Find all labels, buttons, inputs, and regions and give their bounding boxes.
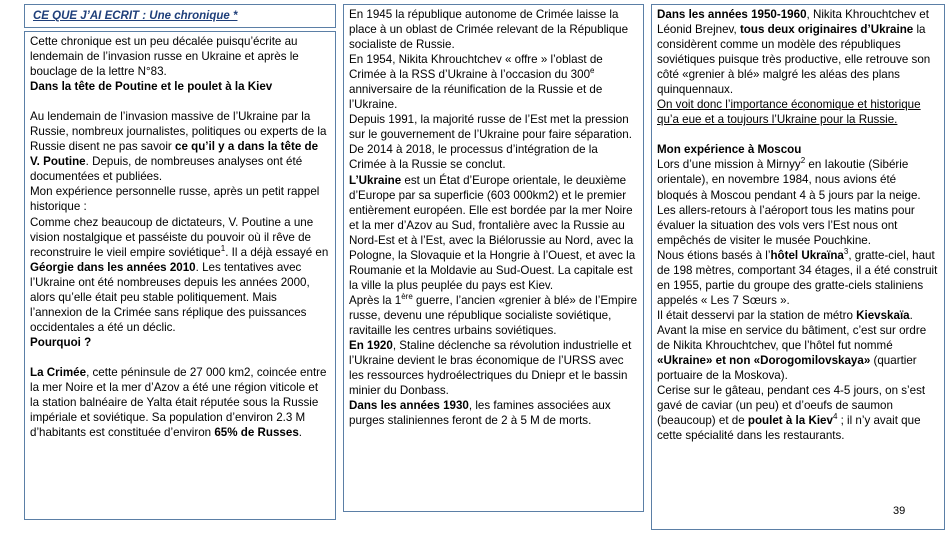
page-title: CE QUE J’AI ECRIT : Une chronique * xyxy=(33,10,238,22)
column-left xyxy=(24,31,336,520)
chronicle-header xyxy=(24,4,336,28)
paragraph-hotel-name: Avant la mise en service du bâtiment, c’est sur ordre de Nikita Khrouchtchev, que l’hôtel fut nommé «Ukraine» et non «Dorogomilovskaya» (quartier portuaire de la Moskova). xyxy=(657,323,927,383)
paragraph-first-war: Après la 1ère guerre, l’ancien «grenier à blé» de l’Empire russe, devenu une république socialiste soviétique, ravitaille les centres urbains soviétiques. xyxy=(349,292,638,337)
paragraph-1954: En 1954, Nikita Khrouchtchev « offre » l’oblast de Crimée à la RSS d’Ukraine à l’occasion du 300e anniversaire de la réunification de la Russie et de l’Ukraine. xyxy=(349,53,603,112)
paragraph-1945: En 1945 la république autonome de Crimée laisse la place à un oblast de Crimée relevant de la République socialiste de Russie. xyxy=(349,8,629,52)
paragraph-crimea: La Crimée, cette péninsule de 27 000 km2, coincée entre la mer Noire et la mer d’Azov a été une région viticole et la station balnéaire de Yalta était réputée sous la Russie impériale et soviétique. Sa population d’environ 2.3 M d’habitants est constituée d’environ 65% de Russes. xyxy=(30,365,327,440)
paragraph-1950s: Dans les années 1950-1960, Nikita Khrouchtchev et Léonid Brejnev, tous deux originaires d’Ukraine la considèrent comme un modèle des républiques soviétiques puisque très productive, elle retrouve son côté «grenier à blé» malgré les aléas des plans quinquennaux. xyxy=(657,8,931,97)
paragraph-invasion: Au lendemain de l’invasion massive de l’Ukraine par la Russie, nombreux journalistes, politiques ou experts de la Russie disent ne pas savoir ce qu’il y a dans la tête de V. Poutine. Depuis, de nombreuses analyses ont été documentées et publiées. xyxy=(30,110,327,184)
paragraph-importance: On voit donc l’importance économique et historique qu’a eue et a toujours l’Ukraine pour la Russie. xyxy=(657,98,921,127)
paragraph-1991: Depuis 1991, la majorité russe de l’Est met la pression sur le gouvernement de l’Ukraine pour faire séparation. xyxy=(349,113,632,142)
paragraph-experience: Mon expérience personnelle russe, après un petit rappel historique : xyxy=(30,185,320,214)
paragraph-1930: Dans les années 1930, les famines associées aux purges staliniennes feront de 2 à 5 M de morts. xyxy=(349,399,611,428)
footnote-ref: 1 xyxy=(220,243,226,253)
subheading-moscow: Mon expérience à Moscou xyxy=(657,143,802,157)
column-middle xyxy=(343,4,644,512)
paragraph-2014: De 2014 à 2018, le processus d’intégration de la Crimée à la Russie se conclut. xyxy=(349,143,598,172)
intro-paragraph: Cette chronique est un peu décalée puisqu’écrite au lendemain de l’invasion russe en Ukraine et après le bouclage de la lettre N°83. xyxy=(30,35,299,79)
column-right xyxy=(651,4,945,530)
paragraph-dictators: Comme chez beaucoup de dictateurs, V. Poutine a une vision nostalgique et passéiste du pouvoir où il rêve de reconstruire le vieil empire soviétique$^1$. Il a déjà essayé en Géorgie dans les années 2010. Les tentatives avec l’Ukraine ont été nombreuses depuis les années 2000, alors qu’elle était peu stable politiquement. Mais l’annexion de la Crimée sans réplique des puissances occidentales a été un déclic. xyxy=(30,215,329,334)
paragraph-1920: En 1920, Staline déclenche sa révolution industrielle et l’Ukraine devient le bras économique de l’URSS avec les ressources hydroélectriques du Dniepr et le bassin minier du Donbass. xyxy=(349,339,632,398)
article-heading: Dans la tête de Poutine et le poulet à la Kiev xyxy=(30,80,273,94)
paragraph-hotel: Nous étions basés à l’hôtel Ukraïna$^3$, gratte-ciel, haut de 198 mètres, comportant 34 étages, il a été construit en 1955, partie du groupe des gratte-ciels staliniens appelés « Les 7 Sœurs ». xyxy=(657,246,938,307)
paragraph-mission: Lors d’une mission à Mirnyy$^2$ en Iakoutie (Sibérie orientale), en novembre 1984, nous avions été bloqués à Moscou pendant 4 à 5 jours par la neige. Les allers-retours à l’aéroport tous les matins pour évaluer la situation des vols vers l’Est nous ont empêchés de visiter le musée Pouchkine. xyxy=(657,156,921,247)
paragraph-ukraine: L’Ukraine est un État d’Europe orientale, le deuxième d’Europe par sa superficie (603 000km2) et le premier entièrement européen. Elle est bordée par la mer Noire et la mer d’Azov au Sud, frontalière avec la Russie au Nord-Est et à l’Est, avec la Biélorussie au Nord, avec la Pologne, la Slovaquie et la Hongrie à l’Ouest, et avec la Roumanie et la Moldavie au Sud-Ouest. La capitale est la ville la plus peuplée du pays est Kiev. xyxy=(349,173,636,292)
subheading-pourquoi: Pourquoi ? xyxy=(30,335,92,349)
paragraph-metro: Il était desservi par la station de métro Kievskaïa. xyxy=(657,308,913,322)
paragraph-caviar: Cerise sur le gâteau, pendant ces 4-5 jours, on s’est gavé de caviar (un peu) et d’oeufs de saumon (beaucoup) et de poulet à la Kiev$^4$ ; il n’y avait que cette spécialité dans les restaurants. xyxy=(657,384,926,443)
page-number: 39 xyxy=(893,505,906,517)
